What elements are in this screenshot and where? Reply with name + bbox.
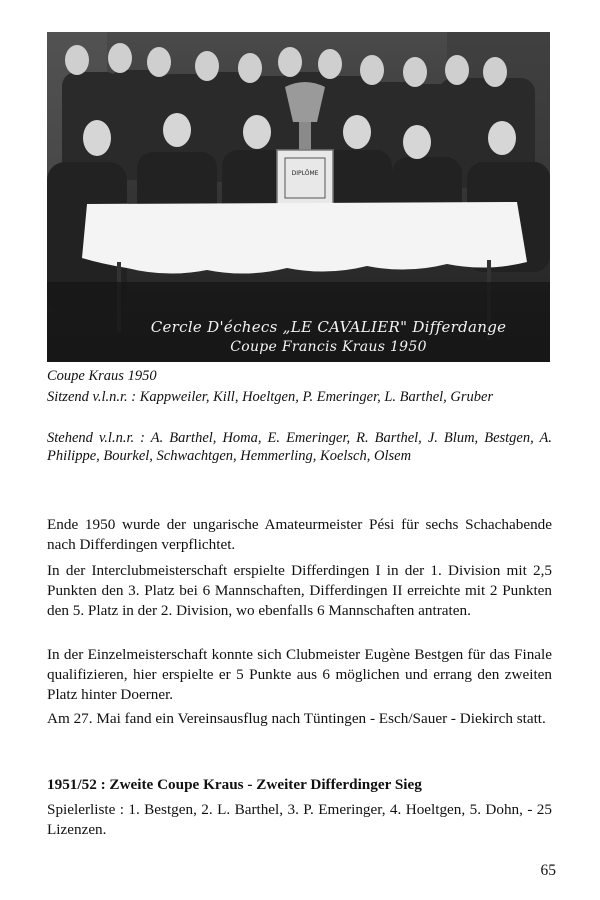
photo-inscription-cup: Coupe Francis Kraus 1950 [230,339,427,355]
page-number: 65 [540,862,556,879]
photo-caption-standing: Stehend v.l.n.r. : A. Barthel, Homa, E. Emeringer, R. Barthel, J. Blum, Bestgen, A. Philippe, Bourkel, Schwachtgen, Hemmerling, Koelsch, Olsem [47,430,552,464]
paragraph-pesi: Ende 1950 wurde der ungarische Amateurmeister Pési für sechs Schachabende nach Differdingen verpflichtet. [47,516,552,553]
section-heading-1951-52: 1951/52 : Zweite Coupe Kraus - Zweiter Differdinger Sieg [47,776,422,793]
paragraph-interclub: In der Interclubmeisterschaft erspielte Differdingen I in der 1. Division mit 2,5 Punkten den 3. Platz bei 6 Mannschaften, Differdingen II erreichte mit 2 Punkten den 5. Platz in der 2. Division, wo ebenfalls 6 Mannschaften antraten. [47,562,552,619]
paragraph-individual-championship: In der Einzelmeisterschaft konnte sich Clubmeister Eugène Bestgen für das Finale qualifizieren, hier erspielte er 5 Punkte aus 6 möglichen und errang den zweiten Platz hinter Doerner. [47,646,552,703]
photo-caption-seated: Sitzend v.l.n.r. : Kappweiler, Kill, Hoeltgen, P. Emeringer, L. Barthel, Gruber [47,389,494,405]
paragraph-club-trip: Am 27. Mai fand ein Vereinsausflug nach Tüntingen - Esch/Sauer - Diekirch statt. [47,710,546,727]
trophy-plate-label: DIPLÔME [291,170,319,177]
group-photo-illustration [47,32,550,362]
photo-inscription-club: Cercle D'échecs „LE CAVALIER" Differdange [150,318,507,336]
photo-caption-title: Coupe Kraus 1950 [47,368,157,384]
group-photo [47,32,550,362]
paragraph-player-list: Spielerliste : 1. Bestgen, 2. L. Barthel, 3. P. Emeringer, 4. Hoeltgen, 5. Dohn, - 25 Lizenzen. [47,801,552,838]
